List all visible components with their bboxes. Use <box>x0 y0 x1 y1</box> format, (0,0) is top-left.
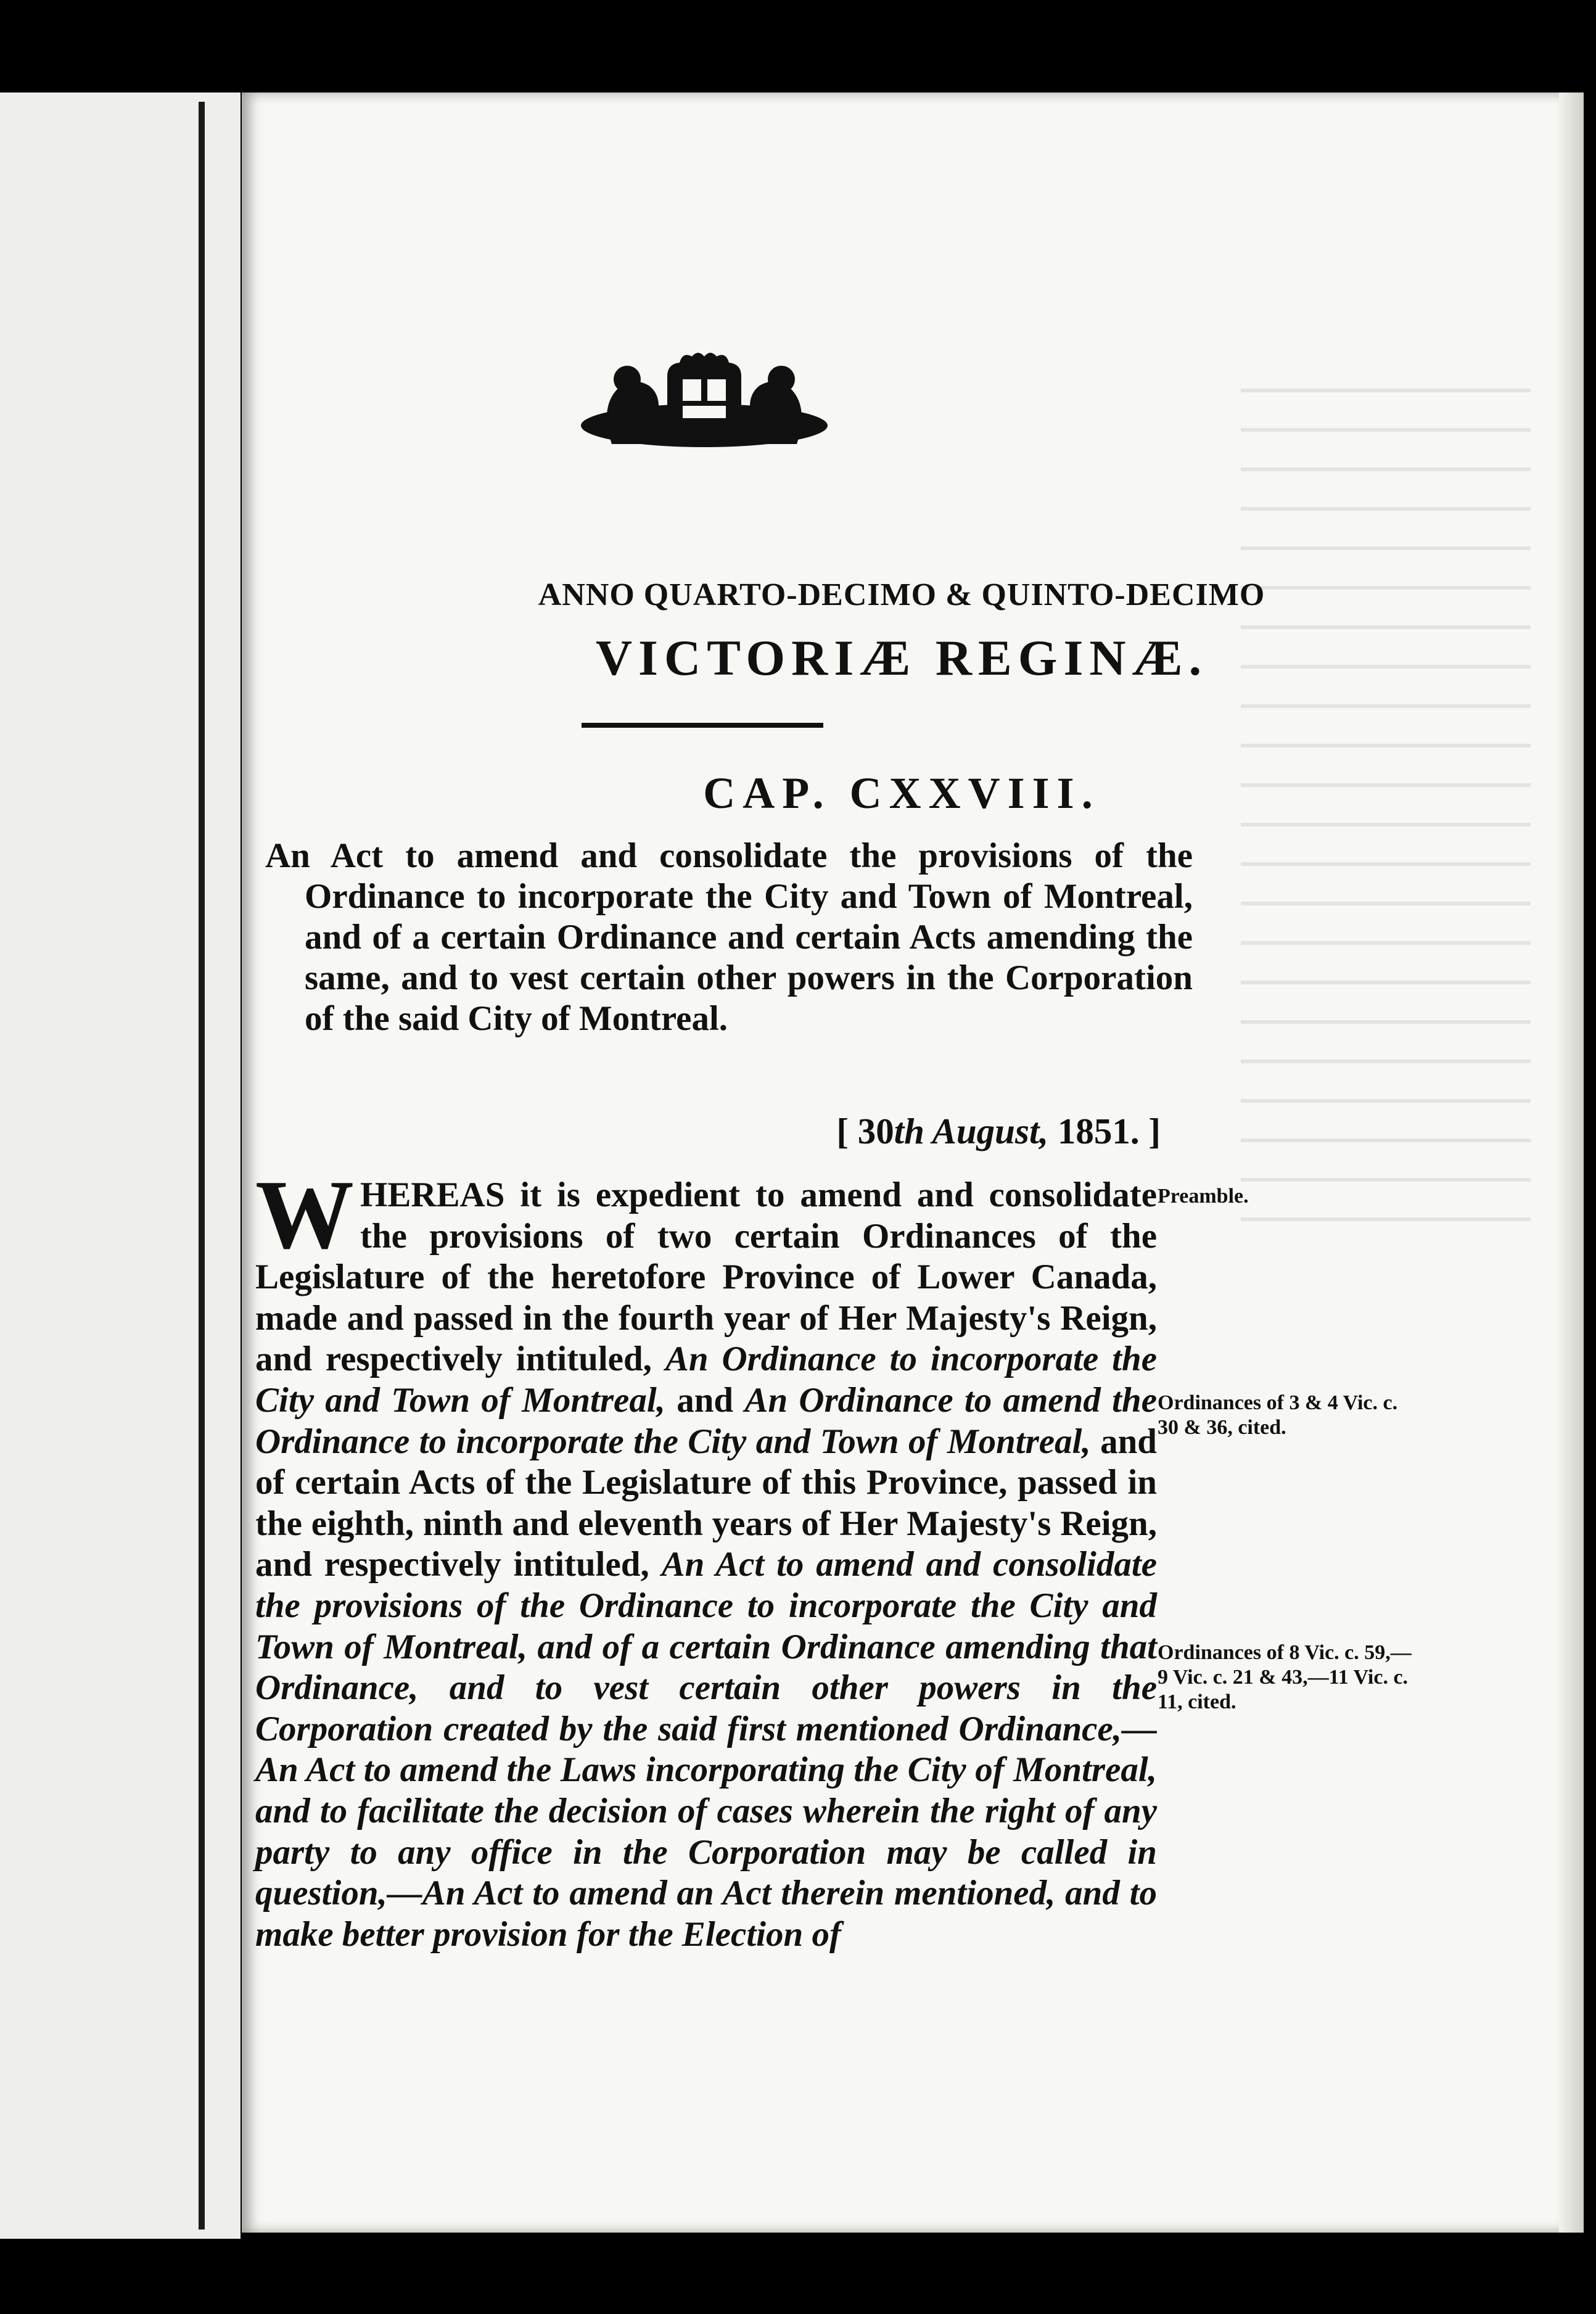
act-title: An Act to amend and consolidate the provisions of the Ordinance to incorporate the City and Town of Montreal, and of a certain Ordinance and certain Acts amending the same, and to vest certain other powers in the Corporation of the said City of Montreal. <box>265 836 1193 1038</box>
regnal-year-line: ANNO QUARTO-DECIMO & QUINTO-DECIMO <box>538 577 1265 612</box>
regnal-title: VICTORIÆ REGINÆ. <box>595 630 1208 686</box>
preamble-text <box>255 1159 1158 1955</box>
body-text-2: and <box>665 1380 745 1420</box>
show-through-text <box>1241 389 1531 1252</box>
margin-note-ordinances-2: Ordinances of 8 Vic. c. 59,—9 Vic. c. 21 & 43,—11 Vic. c. 11, cited. <box>1158 1641 1412 1713</box>
body-italic-1: An Ordinance to incorporate the City and Town of Montreal, <box>255 1340 1157 1420</box>
drop-cap: W <box>255 1159 354 1269</box>
chapter-number: CAP. CXXVIII. <box>703 768 1100 818</box>
royal-arms-icon <box>575 352 834 456</box>
date-suffix: th August, <box>894 1111 1049 1151</box>
body-italic-3: An Act to amend and consolidate the provisions of the Ordinance to incorporate the City and Town of Montreal, and of a certain Ordinance amending that Ordinance, and to vest certain other powers in the Corporation created by the said first mentioned Ordinance,—An Act to amend the Laws incorporating the City of Montreal, and to facilitate the decision of cases wherein the right of any party to any office in the Corporation may be called in question,—An Act to amend an Act therein mentioned, and to make better provision for the Election of <box>255 1545 1158 1954</box>
binding-gutter <box>199 102 205 2230</box>
body-italic-2: An Ordinance to amend the Ordinance to incorporate the City and Town of Montreal, <box>255 1380 1157 1461</box>
date-year: 1851. ] <box>1048 1111 1161 1151</box>
document-page <box>242 93 1561 2233</box>
body-text-3: and of certain Acts of the Legislature of this Province, passed in the eighth, ninth and eleventh years of Her Majesty's Reign, and respectively intituled, <box>255 1422 1157 1584</box>
margin-note-ordinances-1: Ordinances of 3 & 4 Vic. c. 30 & 36, cited. <box>1158 1391 1398 1439</box>
margin-note-preamble: Preamble. <box>1158 1185 1249 1208</box>
divider-rule <box>582 723 823 728</box>
date-open: [ 30 <box>836 1111 894 1151</box>
page-edge <box>1559 93 1584 2233</box>
body-text-1: HEREAS it is expedient to amend and consolidate the provisions of two certain Ordinances of the Legislature of the heretofore Province of Lower Canada, made and passed in the fourth year of Her Majesty's Reign, and respectively intituled, <box>255 1176 1157 1379</box>
assent-date <box>729 1110 1161 1153</box>
